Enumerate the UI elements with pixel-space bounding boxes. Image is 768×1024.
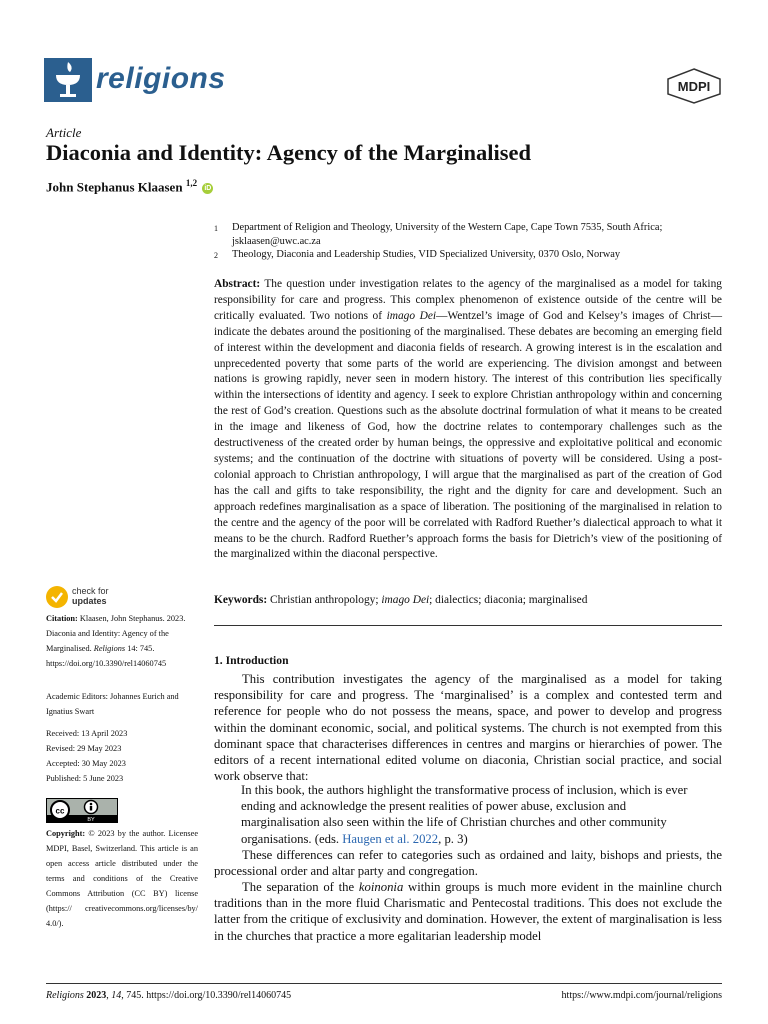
abstract-label: Abstract:	[214, 278, 261, 290]
paragraph-text: within groups is much more evident in the mainline church traditions than in the more fluid Charismatic and Pentecostal traditions. This does not exclude the latter from the critique of exclusivity and domination. However, the extent of marginalisation is less in the churches that practice a more egalitarian leadership model	[214, 880, 722, 943]
date-accepted: Accepted: 30 May 2023	[46, 759, 126, 768]
affiliation-text: Department of Religion and Theology, University of the Western Cape, Cape Town 7535, South Africa; jsklaasen@uwc.ac.za	[232, 222, 663, 247]
religions-logo-icon[interactable]	[44, 58, 92, 102]
section-heading: 1. Introduction	[214, 654, 289, 667]
academic-editors: Academic Editors: Johannes Eurich and Ignatius Swart	[46, 692, 179, 716]
check-for-updates-button[interactable]	[72, 586, 109, 606]
footer-year: 2023	[86, 990, 107, 1001]
keywords-label: Keywords:	[214, 594, 268, 606]
check-for-updates-line2: updates	[72, 596, 107, 606]
footer-divider	[46, 983, 722, 984]
mdpi-logo-icon[interactable]	[666, 68, 722, 104]
affiliation-number: 1	[214, 224, 218, 233]
divider	[214, 625, 722, 626]
abstract-italic: imago Dei	[386, 309, 437, 322]
svg-text:cc: cc	[55, 806, 65, 816]
citation-label: Citation:	[46, 614, 78, 623]
reference-link[interactable]: Haugen et al. 2022	[342, 831, 439, 846]
body-paragraph: This contribution investigates the agency of the marginalised as a model for taking responsibility for care and progress. The ‘marginalised’ is a complex and contested term and reference for people who do not possess the means, space, and power to develop and progress within the dominant economic, social, and political systems. The church is not exempted from this dominant space that characterises differences in centres and margins or hierarchies of power. The editors of a recent international edited volume on diaconia, Christian social practice, and social work observe that:	[214, 672, 722, 784]
footer-journal-url[interactable]: https://www.mdpi.com/journal/religions	[561, 990, 722, 1001]
abstract	[214, 277, 722, 563]
quote-text: In this book, the authors highlight the transformative process of inclusion, which is ever ending and acknowledge the present realities of power abuse, exclusion and marginalisation also seen within the life of Christian churches and other community organisations. (eds.	[241, 783, 688, 846]
citation-journal: Religions	[93, 644, 126, 653]
orcid-icon[interactable]: iD	[204, 185, 212, 193]
affiliation-text: Theology, Diaconia and Leadership Studies, VID Specialized University, 0370 Oslo, Norway	[232, 249, 621, 260]
abstract-text: The question under investigation relates to the agency of the marginalised as a model for taking responsibility for care and progress. This complex phenomenon of existence outside of the centre will be critically evaluated. Two notions of	[214, 278, 722, 322]
keywords	[214, 594, 722, 606]
keywords-italic: imago Dei	[381, 594, 430, 606]
keywords-text: Christian anthropology;	[270, 594, 382, 606]
citation	[46, 611, 198, 671]
footer-journal: Religions	[46, 990, 84, 1001]
author-affiliation-sup: 1,2	[185, 178, 198, 188]
body-paragraph	[214, 879, 722, 944]
author-line	[46, 178, 213, 195]
date-published: Published: 5 June 2023	[46, 774, 124, 783]
abstract-text: —Wentzel’s image of God and Kelsey’s images of Christ—indicate the debates around the positioning of the marginalised. These debates are becoming an emerging field of interest within the development and diaconia fields of research. A growing interest is in the escalation and unprecedented poverty that some parts of the world are experiencing. The division amongst and between nations is growing rapidly, never seen in modern history. The interest of this contribution lies specifically within the intersections of identity and agency. I seek to explore Christian anthropology within and concerning the rest of God’s creation. Questions such as the absolute doctrinal formulation of what it means to be created in the image and likeness of God, how the doctrine relates to contemporary challenges such as the destructiveness of the created order by human beings, the oppressive and exploitative political and economic systems; and the continuation of the doctrine with situations of poverty will be considered. Using a post-colonial approach to Christian anthropology, I will argue that the marginalised as part of the creation of God has the call and gifts to take responsibility, the right and the dignity for care and development. Such an approach redefines marginalisation as a space of liberation. The positioning of the marginalised in relation to the centre and the agency of the poor will be correlated with Radford Ruether’s dialectical approach to what it means to be the church. Radford Ruether’s approach forms the basis for Dietrich’s view of the positioning of the marginalized within the diaconal perspective.	[214, 309, 722, 561]
check-for-updates-icon[interactable]	[46, 586, 68, 608]
cc-by-license-icon[interactable]	[46, 798, 118, 823]
journal-name: religions	[96, 62, 226, 95]
date-received: Received: 13 April 2023	[46, 729, 128, 738]
footer-volume: 14	[111, 990, 122, 1001]
author-name[interactable]: John Stephanus Klaasen	[46, 179, 183, 195]
affiliation-number: 2	[214, 251, 218, 260]
paragraph-text: The separation of the	[242, 880, 359, 894]
copyright-label: Copyright:	[46, 829, 86, 838]
footer-citation: Religions 2023, 14, 745. https://doi.org/10.3390/rel14060745	[46, 990, 292, 1001]
citation-doi[interactable]: 14: 745. https://doi.org/10.3390/rel14060745	[46, 644, 167, 668]
paragraph-italic: koinonia	[358, 880, 404, 894]
footer-doi[interactable]: , 745. https://doi.org/10.3390/rel14060745	[121, 990, 292, 1001]
article-type: Article	[46, 125, 82, 140]
date-revised: Revised: 29 May 2023	[46, 744, 122, 753]
keywords-text: ; dialectics; diaconia; marginalised	[429, 594, 588, 606]
check-for-updates-line1: check for	[72, 586, 109, 596]
mdpi-logo-text: MDPI	[677, 79, 711, 94]
article-title: Diaconia and Identity: Agency of the Marginalised	[46, 140, 532, 165]
cc-by-label: BY	[87, 817, 95, 822]
body-paragraph: These differences can refer to categories such as ordained and laity, bishops and priests, the processional order and altar party and congregation.	[214, 848, 722, 879]
block-quote	[241, 782, 707, 847]
copyright-text: © 2023 by the author. Licensee MDPI, Basel, Switzerland. This article is an open access article distributed under the terms and conditions of the Creative Commons Attribution (CC BY) license (https:// creativecommons.org/licenses/by/ 4.0/).	[46, 829, 198, 928]
dates	[46, 726, 198, 786]
copyright	[46, 826, 198, 931]
citation-text: Klaasen, John Stephanus. 2023. Diaconia and Identity: Agency of the Marginalised.	[46, 614, 186, 653]
quote-end: , p. 3)	[438, 831, 468, 846]
